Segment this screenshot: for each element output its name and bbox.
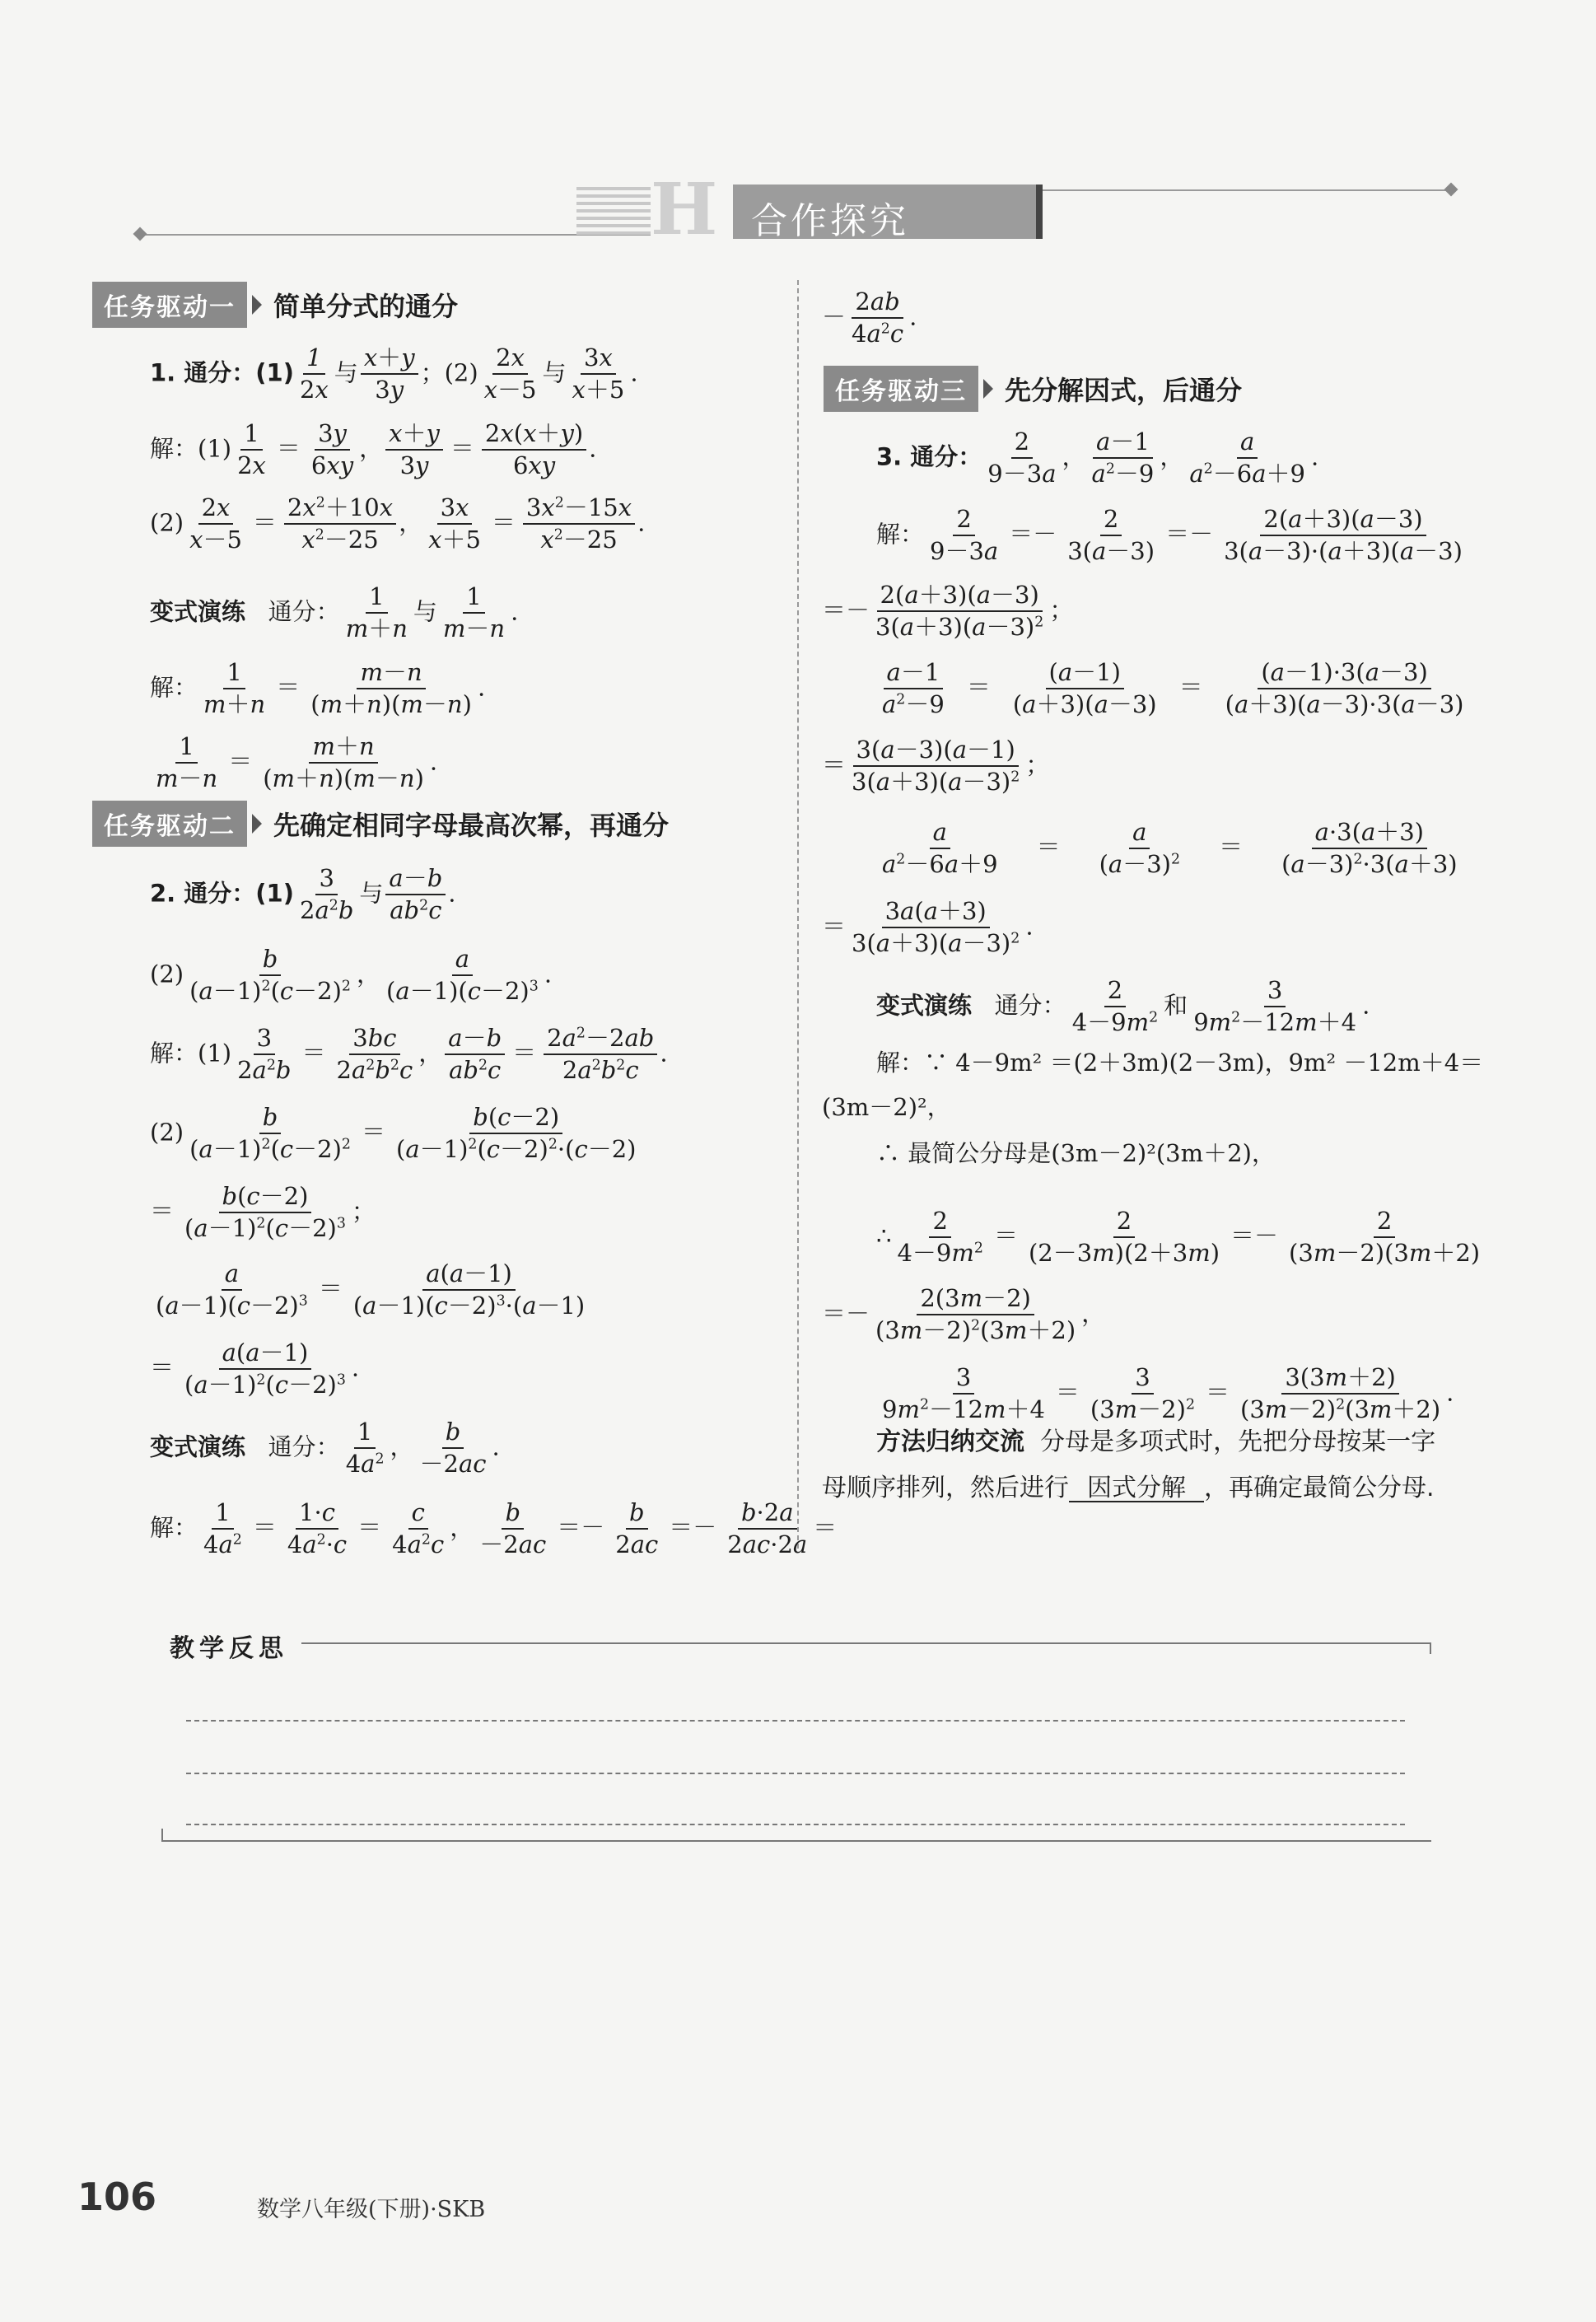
header-title: 合作探究: [751, 200, 909, 242]
task1-tag: 任务驱动一: [92, 282, 247, 328]
variant1-label: 变式演练: [150, 597, 246, 626]
task3-arrow-icon: [983, 379, 993, 399]
task2-arrow-icon: [252, 814, 262, 834]
task3-method: [876, 1427, 1436, 1456]
variant1-text: 通分：: [268, 597, 340, 626]
q1-frac-c: $\frac{2x}{x-5}$: [483, 343, 537, 404]
header-rule-left: [140, 234, 651, 236]
task3-variant-sol-1: 解：∵ 4－9m² ＝(2＋3m)(2－3m)，9m² －12m＋4＝: [876, 1049, 1484, 1077]
sol1b-prefix: (2): [150, 508, 184, 537]
method-label: 方法归纳交流: [876, 1427, 1024, 1456]
q3-prefix: 3. 通分：: [876, 442, 982, 471]
task1-header: [92, 282, 458, 328]
task2-solution-4: $\frac{a}{(a-1)(c-2)^3}$ ＝ $\frac{a(a-1)}{(a-1)(c-2)^3\cdot(a-1)}$: [156, 1259, 586, 1320]
header-dot-right: [1444, 183, 1458, 197]
q1-sep: ；(2): [420, 358, 478, 387]
variant2-sol-prefix: 解：: [150, 1513, 198, 1542]
q2-mid: 与: [359, 879, 384, 908]
header-banner: [140, 168, 1458, 251]
variant1-sol-prefix: 解：: [150, 673, 198, 702]
q1-frac-d: $\frac{3x}{x+5}$: [572, 343, 625, 404]
method-blank[interactable]: 因式分解: [1069, 1476, 1204, 1502]
task2-variant-sol: 解： $\frac{1}{4a^2}$ ＝ $\frac{1\cdot c}{4a^2\cdot c}$ ＝ $\frac{c}{4a^2c}$ ， $\frac{b}{-2ac}$ ＝－ $\frac{b}{2ac}$ ＝－ $\frac{b\cdot 2a}{2ac\cdot 2a}$ ＝: [150, 1498, 838, 1559]
task1-arrow-icon: [252, 295, 262, 315]
task2-solution-1: 解：(1) $\frac{3}{2a^2b}$ ＝ $\frac{3bc}{2a^2b^2c}$ ， $\frac{a-b}{ab^2c}$ ＝ $\frac{2a^2-2ab}{2a^2b^2c}$ .: [150, 1024, 668, 1085]
task3-method-line2: [822, 1476, 1435, 1502]
sol1-prefix: 解：(1): [150, 434, 232, 463]
task2-variant: 变式演练 通分： $\frac{1}{4a^2}$ ， $\frac{b}{-2ac}$ .: [150, 1418, 500, 1479]
task3-question: 3. 通分： $\frac{2}{9-3a}$ ， $\frac{a-1}{a^2-9}$ ， $\frac{a}{a^2-6a+9}$ .: [876, 427, 1319, 488]
task3-variant: 变式演练 通分： $\frac{2}{4-9m^2}$ 和 $\frac{3}{9m^2-12m+4}$ .: [876, 976, 1370, 1037]
reflection-left-tick: [161, 1829, 163, 1840]
task1-variant-sol-1: 解： $\frac{1}{m+n}$ ＝ $\frac{m-n}{(m+n)(m-n)}$ .: [150, 658, 486, 719]
task2-solution-2: (2) $\frac{b}{(a-1)^2(c-2)^2}$ ＝ $\frac{b(c-2)}{(a-1)^2(c-2)^2\cdot(c-2)}$: [150, 1103, 637, 1164]
method-text-1: 分母是多项式时，先把分母按某一字: [1040, 1427, 1436, 1456]
task1-question: [150, 344, 638, 404]
therefore-symbol: ∴: [876, 1222, 892, 1250]
variant2-text: 通分：: [268, 1432, 340, 1461]
task1-variant-sol-2: $\frac{1}{m-n}$ ＝ $\frac{m+n}{(m+n)(m-n)}$ .: [156, 732, 438, 793]
reflection-bottom-rule: [161, 1840, 1431, 1842]
task1-solution-1: 解：(1) $\frac{1}{2x}$ ＝ $\frac{3y}{6xy}$ ， $\frac{x+y}{3y}$ ＝ $\frac{2x(x+y)}{6xy}$ .: [150, 419, 597, 480]
book-title: 数学八年级(下册)·SKB: [257, 2197, 486, 2222]
q2b-prefix: (2): [150, 960, 184, 988]
sol2b-prefix: (2): [150, 1118, 184, 1147]
task3-variant-sol-4: ∴ $\frac{2}{4-9m^2}$ ＝ $\frac{2}{(2-3m)(2+3m)}$ ＝－ $\frac{2}{(3m-2)(3m+2)}$: [876, 1207, 1481, 1268]
reflection-line-3[interactable]: [186, 1824, 1405, 1825]
task2-solution-5: ＝ $\frac{a(a-1)}{(a-1)^2(c-2)^3}$ .: [150, 1339, 360, 1399]
task1-solution-2: (2) $\frac{2x}{x-5}$ ＝ $\frac{2x^2+10x}{x^2-25}$ ， $\frac{3x}{x+5}$ ＝ $\frac{3x^2-15x}{x^2-25}$ .: [150, 493, 646, 554]
q1-mid2: 与: [542, 358, 567, 387]
task2-header: [92, 801, 669, 847]
reflection-box: [161, 1624, 1435, 1847]
task3-solution-2: ＝－ $\frac{2(a+3)(a-3)}{3(a+3)(a-3)^2}$ ；: [822, 581, 1074, 642]
task3-solution-1: 解： $\frac{2}{9-3a}$ ＝－ $\frac{2}{3(a-3)}$ ＝－ $\frac{2(a+3)(a-3)}{3(a-3)\cdot(a+3)(a-3)}$: [876, 505, 1463, 566]
q1-frac-a: $\frac{1}{2x}$: [299, 343, 329, 404]
q2-prefix: 2. 通分：(1): [150, 879, 294, 908]
task1-title: 简单分式的通分: [273, 291, 459, 322]
header-stripes: [576, 187, 651, 236]
task2-solution-3: ＝ $\frac{b(c-2)}{(a-1)^2(c-2)^3}$ ；: [150, 1182, 376, 1243]
reflection-title: 教学反思: [170, 1634, 288, 1663]
method-text-2: 母顺序排列，然后进行: [822, 1474, 1069, 1502]
header-title-box: [733, 185, 1043, 242]
q1-mid: 与: [334, 358, 358, 387]
header-dot-left: [133, 227, 147, 241]
q1-end: .: [630, 358, 638, 387]
reflection-right-tick: [1430, 1642, 1431, 1654]
variant1-mid: 与: [413, 597, 437, 626]
task3-title: 先分解因式，后通分: [1005, 375, 1243, 406]
task3-solution-3: $\frac{a-1}{a^2-9}$ ＝ $\frac{(a-1)}{(a+3)(a-3)}$ ＝ $\frac{(a-1)\cdot 3(a-3)}{(a+3)(a-3)\cdot 3(a-3)}$: [882, 658, 1464, 719]
task3-variant-sol-5: ＝－ $\frac{2(3m-2)}{(3m-2)^2(3m+2)}$ ，: [822, 1284, 1106, 1345]
task3-variant-sol-3: ∴ 最简公分母是(3m－2)²(3m＋2)，: [876, 1139, 1276, 1167]
reflection-line-2[interactable]: [186, 1773, 1405, 1774]
task3-solution-5: $\frac{a}{a^2-6a+9}$ ＝ $\frac{a}{(a-3)^2}$ ＝ $\frac{a\cdot 3(a+3)}{(a-3)^2\cdot 3(a+3)}$: [882, 818, 1458, 879]
sol2-prefix: 解：(1): [150, 1039, 232, 1068]
q1-prefix: 1. 通分：(1): [150, 358, 294, 387]
task2-variant-sol-cont: － $\frac{2ab}{4a^2c}$ .: [822, 287, 917, 348]
variant3-mid: 和: [1164, 991, 1188, 1020]
page-number: 106: [77, 2175, 157, 2219]
variant3-text: 通分：: [994, 991, 1066, 1020]
task2-title: 先确定相同字母最高次幂，再通分: [273, 810, 670, 841]
header-rule-right: [1029, 189, 1451, 191]
sol3-prefix: 解：: [876, 520, 925, 549]
header-letter: H: [651, 168, 718, 251]
q1-frac-b: $\frac{x+y}{3y}$: [361, 344, 418, 404]
task3-solution-6: ＝ $\frac{3a(a+3)}{3(a+3)(a-3)^2}$ .: [822, 897, 1034, 958]
task3-tag: 任务驱动三: [824, 366, 978, 412]
task2-question-2: (2) $\frac{b}{(a-1)^2(c-2)^2}$ ， $\frac{a}{(a-1)(c-2)^3}$ .: [150, 945, 553, 1006]
task3-solution-4: ＝ $\frac{3(a-3)(a-1)}{3(a+3)(a-3)^2}$ ；: [822, 736, 1050, 797]
task2-tag: 任务驱动二: [92, 801, 247, 847]
reflection-line-1[interactable]: [186, 1720, 1405, 1722]
variant2-label: 变式演练: [150, 1432, 246, 1461]
reflection-top-rule: [301, 1642, 1431, 1644]
task3-variant-sol-2: (3m－2)²，: [822, 1093, 951, 1121]
task1-variant: 变式演练 通分： $\frac{1}{m+n}$ 与 $\frac{1}{m-n}$ .: [150, 582, 519, 643]
variant3-label: 变式演练: [876, 991, 973, 1020]
method-text-3: ，再确定最简公分母.: [1204, 1474, 1435, 1502]
column-divider: [797, 280, 799, 1549]
task2-question-1: 2. 通分：(1) $\frac{3}{2a^2b}$ 与 $\frac{a-b}{ab^2c}$ .: [150, 864, 456, 925]
task3-variant-sol-6: $\frac{3}{9m^2-12m+4}$ ＝ $\frac{3}{(3m-2)^2}$ ＝ $\frac{3(3m+2)}{(3m-2)^2(3m+2)}$ .: [882, 1363, 1454, 1424]
task3-header: [824, 366, 1242, 412]
